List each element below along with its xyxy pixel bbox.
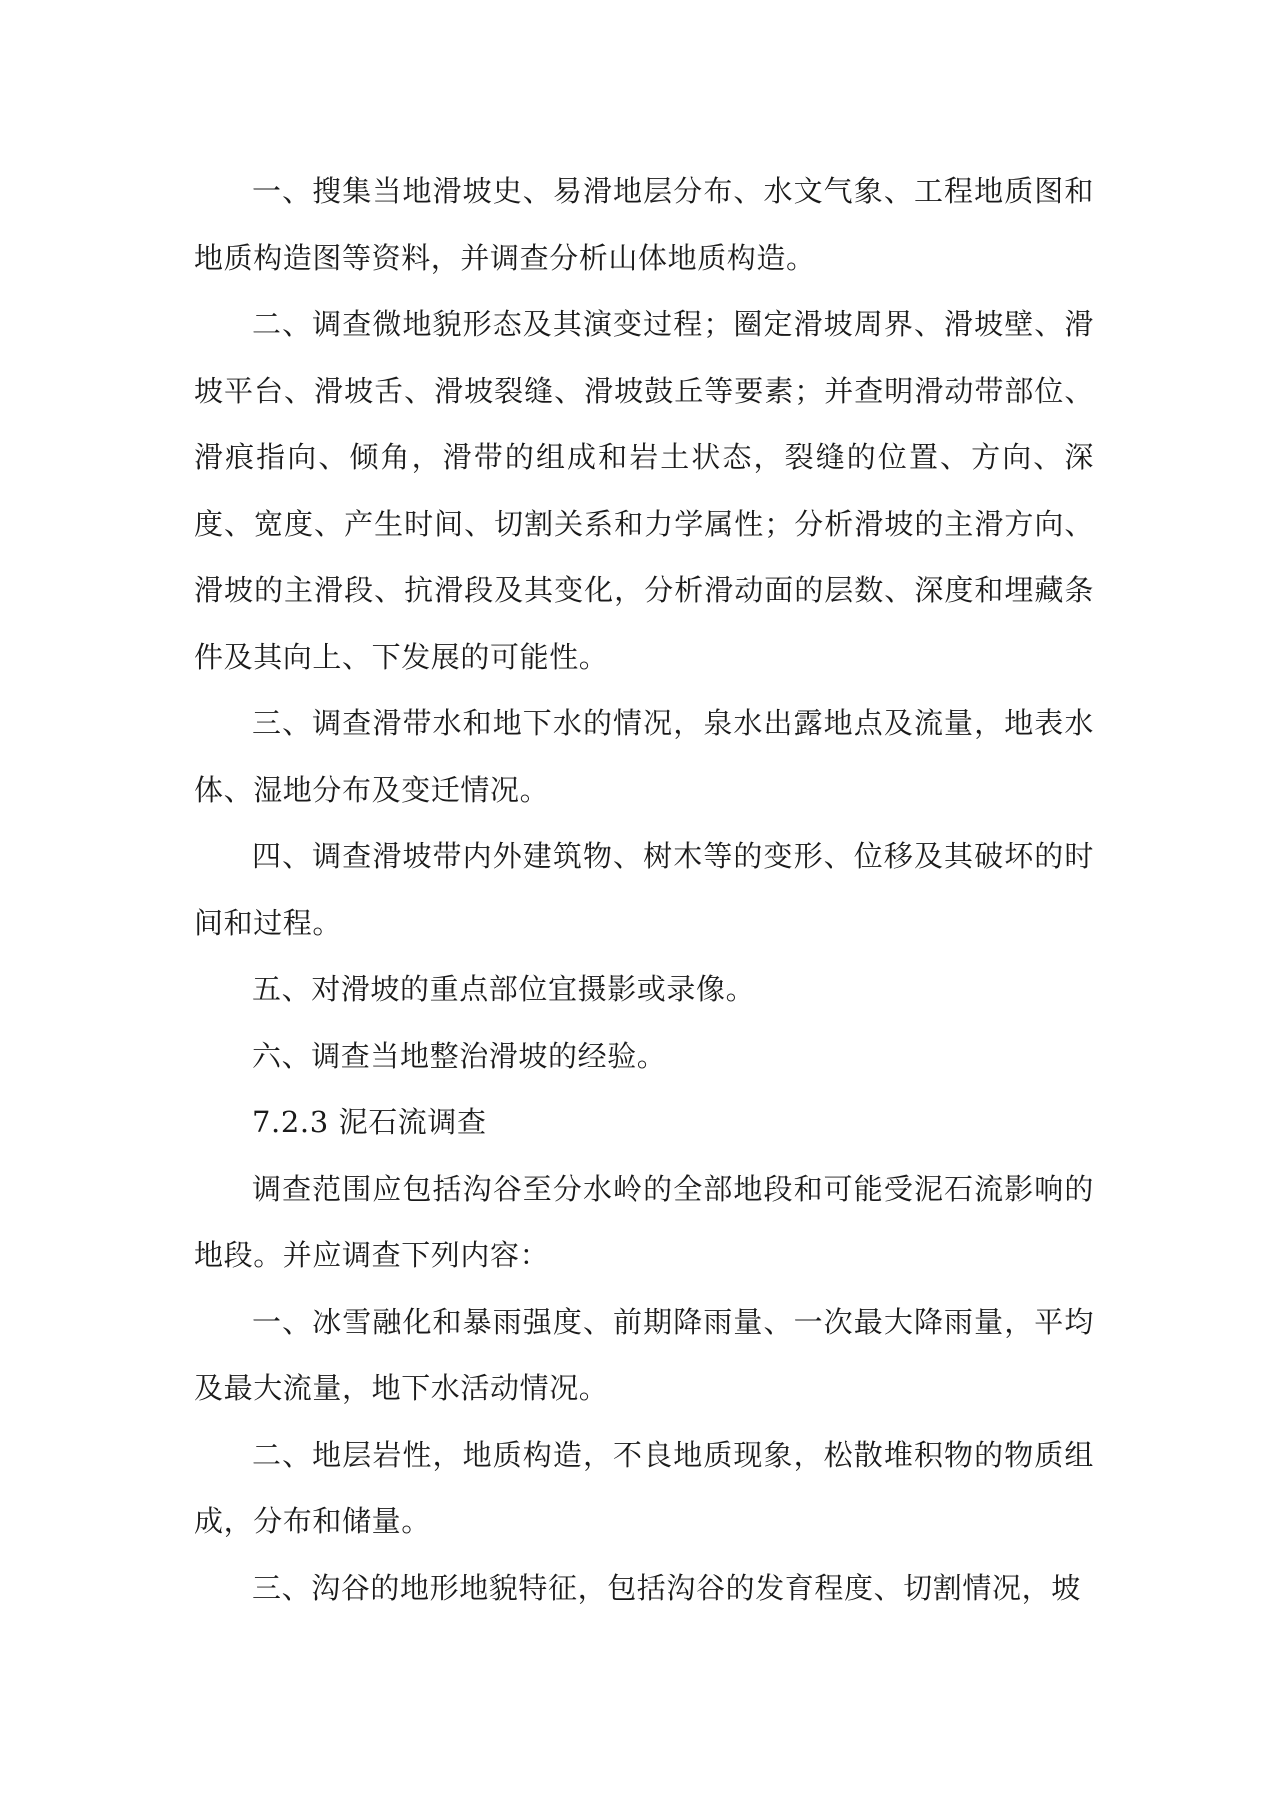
section-heading-debris-flow: 7.2.3 泥石流调查 — [252, 1105, 487, 1139]
paragraph-remediation-experience: 六、调查当地整治滑坡的经验。 — [252, 1038, 667, 1073]
paragraph-micro-landform: 二、调查微地貌形态及其演变过程；圈定滑坡周界、滑坡壁、滑坡平台、滑坡舌、滑坡裂缝、滑坡鼓丘等要素；并查明滑动带部位、滑痕指向、倾角，滑带的组成和岩土状态，裂缝的位置、方向、深度、宽度、产生时间、切割关系和力学属性；分析滑坡的主滑方向、滑坡的主滑段、抗滑段及其变化，分析滑动面的层数、深度和埋藏条件及其向上、下发展的可能性。 — [194, 307, 1094, 674]
document-body — [194, 158, 1094, 1621]
paragraph-rainfall: 一、冰雪融化和暴雨强度、前期降雨量、一次最大降雨量，平均及最大流量，地下水活动情况。 — [194, 1304, 1094, 1405]
paragraph-structure-deformation: 四、调查滑坡带内外建筑物、树木等的变形、位移及其破坏的时间和过程。 — [194, 839, 1094, 940]
paragraph-survey-scope: 调查范围应包括沟谷至分水岭的全部地段和可能受泥石流影响的地段。并应调查下列内容： — [194, 1171, 1094, 1272]
paragraph-gully-landform: 三、沟谷的地形地貌特征，包括沟谷的发育程度、切割情况，坡 — [252, 1570, 1081, 1605]
paragraph-photography: 五、对滑坡的重点部位宜摄影或录像。 — [252, 972, 756, 1006]
paragraph-landslide-history: 一、搜集当地滑坡史、易滑地层分布、水文气象、工程地质图和地质构造图等资料，并调查分析山体地质构造。 — [194, 174, 1094, 275]
paragraph-groundwater: 三、调查滑带水和地下水的情况，泉水出露地点及流量，地表水体、湿地分布及变迁情况。 — [194, 706, 1094, 807]
paragraph-lithology: 二、地层岩性，地质构造，不良地质现象，松散堆积物的物质组成，分布和储量。 — [194, 1437, 1094, 1538]
